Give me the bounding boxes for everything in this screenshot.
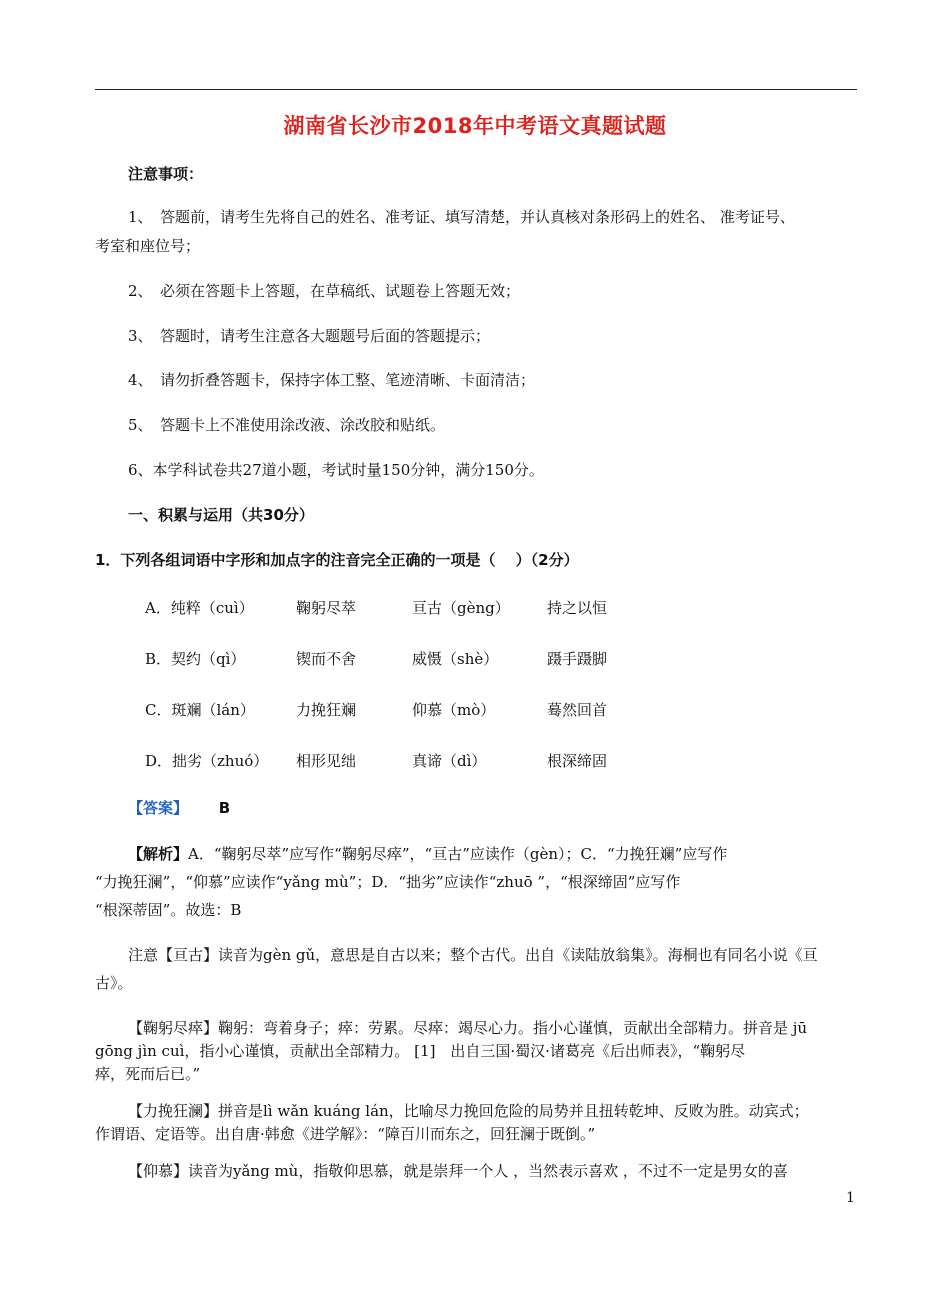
analysis-line-1 bbox=[128, 840, 727, 868]
notice-item-1-line-2: 考室和座位号； bbox=[95, 237, 201, 255]
option-a-word-2: 鞠躬尽萃 bbox=[296, 599, 357, 617]
notice-item-3: 3、 答题时，请考生注意各大题题号后面的答题提示； bbox=[128, 327, 491, 345]
option-b-word-4: 蹑手蹑脚 bbox=[547, 650, 608, 668]
notice-item-5: 5、 答题卡上不准使用涂改液、涂改胶和贴纸。 bbox=[128, 416, 446, 434]
note-yangmu-line-1: 【仰慕】读音为yǎng mù，指敬仰思慕，就是崇拜一个人 ，当然表示喜欢 ，不过不一定是男女的喜 bbox=[128, 1162, 788, 1180]
option-d-word-3: 真谛（dì） bbox=[412, 752, 487, 770]
note-jugong-line-2: gōng jìn cuì，指小心谨慎，贡献出全部精力。 [1] 出自三国·蜀汉·诸葛亮《后出师表》，“鞠躬尽 bbox=[95, 1042, 746, 1060]
page-title: 湖南省长沙市2018年中考语文真题试题 bbox=[283, 114, 667, 138]
note-jugong-line-1: 【鞠躬尽瘁】鞠躬：弯着身子；瘁：劳累。尽瘁：竭尽心力。指小心谨慎，贡献出全部精力。拼音是 jū bbox=[128, 1019, 808, 1037]
note-gengu-line-1: 注意【亘古】读音为gèn gǔ，意思是自古以来；整个古代。出自《读陆放翁集》。海桐也有同名小说《亘 bbox=[128, 946, 818, 964]
notice-item-6: 6、本学科试卷共27道小题，考试时量150分钟，满分150分。 bbox=[128, 461, 544, 479]
answer-value: B bbox=[218, 799, 231, 817]
answer-line bbox=[128, 794, 230, 822]
header-rule bbox=[95, 89, 857, 90]
option-c-word-3: 仰慕（mò） bbox=[412, 701, 496, 719]
question-stem: 1．下列各组词语中字形和加点字的注音完全正确的一项是（ ）（2分） bbox=[95, 551, 579, 569]
page-number: 1 bbox=[846, 1190, 855, 1206]
note-liwan-line-1: 【力挽狂澜】拼音是lì wǎn kuáng lán，比喻尽力挽回危险的局势并且扭转乾坤、反败为胜。动宾式； bbox=[128, 1102, 809, 1120]
option-d-word-4: 根深缔固 bbox=[547, 752, 608, 770]
option-a-word-3: 亘古（gèng） bbox=[412, 599, 510, 617]
analysis-text-1: A．“鞠躬尽萃”应写作“鞠躬尽瘁”，“亘古”应读作（gèn）；C．“力挽狂斓”应写作 bbox=[188, 845, 728, 863]
notice-heading: 注意事项： bbox=[128, 165, 204, 183]
note-jugong-line-3: 瘁，死而后已。” bbox=[95, 1065, 201, 1083]
analysis-line-3: “根深蒂固”。故选：B bbox=[95, 901, 242, 919]
analysis-label: 【解析】 bbox=[128, 845, 189, 863]
option-b-word-1: B．契约（qì） bbox=[145, 650, 246, 668]
notice-item-2: 2、 必须在答题卡上答题，在草稿纸、试题卷上答题无效； bbox=[128, 282, 521, 300]
note-liwan-line-2: 作谓语、定语等。出自唐·韩愈《进学解》：“障百川而东之，回狂澜于既倒。” bbox=[95, 1125, 596, 1143]
option-d-word-1: D．拙劣（zhuó） bbox=[145, 752, 269, 770]
answer-label: 【答案】 bbox=[128, 799, 189, 817]
option-c-word-2: 力挽狂斓 bbox=[296, 701, 357, 719]
option-b-word-3: 威慑（shè） bbox=[412, 650, 499, 668]
option-c-word-4: 蓦然回首 bbox=[547, 701, 608, 719]
option-a-word-1: A．纯粹（cuì） bbox=[145, 599, 254, 617]
option-b-word-2: 锲而不舍 bbox=[296, 650, 357, 668]
analysis-line-2: “力挽狂澜”，“仰慕”应读作“yǎng mù”；D．“拙劣”应读作“zhuō ”，“根深缔固”应写作 bbox=[95, 873, 681, 891]
notice-item-1-line-1: 1、 答题前，请考生先将自己的姓名、准考证、填写清楚，并认真核对条形码上的姓名、 准考证号、 bbox=[128, 208, 795, 226]
option-c-word-1: C．斑斓（lán） bbox=[145, 701, 255, 719]
option-d-word-2: 相形见绌 bbox=[296, 752, 357, 770]
notice-item-4: 4、 请勿折叠答题卡，保持字体工整、笔迹清晰、卡面清洁； bbox=[128, 371, 536, 389]
section-heading: 一、积累与运用（共30分） bbox=[128, 506, 314, 524]
note-gengu-line-2: 古》。 bbox=[95, 974, 133, 992]
option-a-word-4: 持之以恒 bbox=[547, 599, 608, 617]
